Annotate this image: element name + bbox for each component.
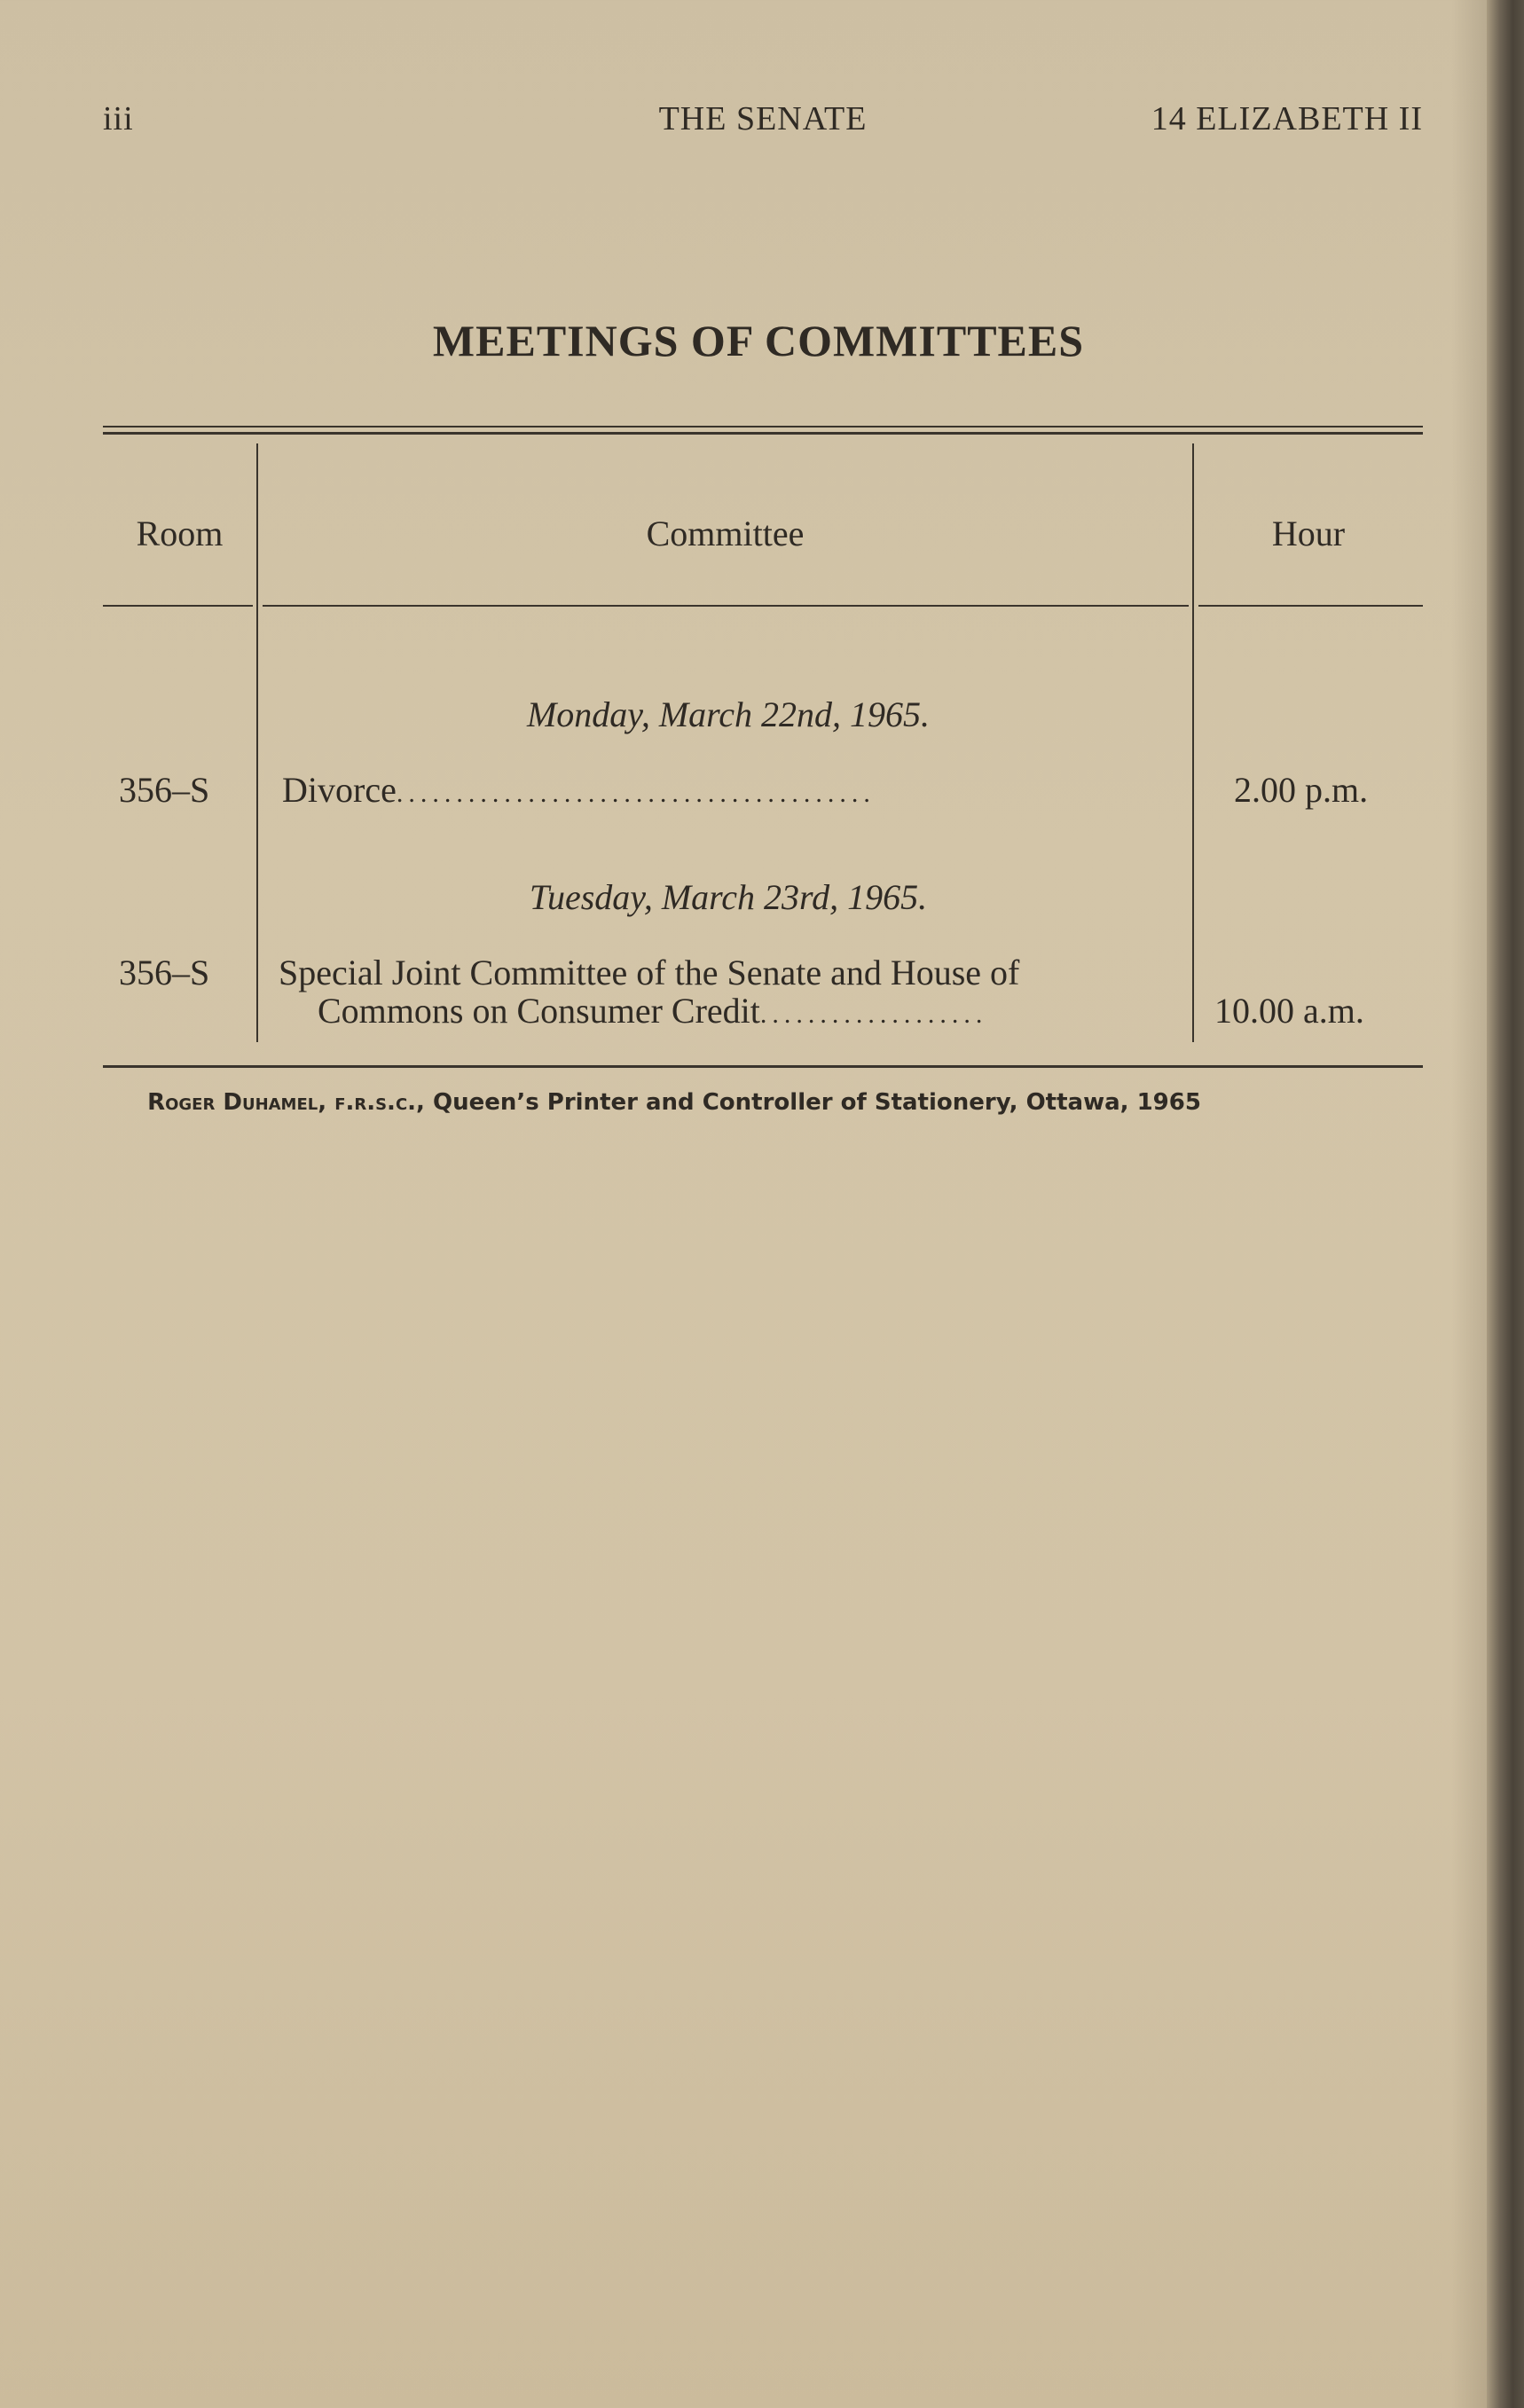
hour-cell: 10.00 a.m. — [1214, 991, 1364, 1031]
page-title — [0, 315, 1524, 366]
column-header-committee: Committee — [646, 514, 805, 553]
printer-credentials: f.r.s.c., — [334, 1089, 425, 1116]
column-header-room: Room — [136, 514, 224, 553]
committee-cell-line2 — [318, 990, 987, 1031]
page-title-text: MEETINGS OF COMMITTEES — [432, 316, 1085, 365]
header-rule-committee — [263, 605, 1189, 607]
meeting-date: Monday, March 22nd, 1965. — [526, 694, 931, 734]
table-top-rule — [103, 426, 1423, 427]
header-rule-hour — [1198, 605, 1423, 607]
running-head — [103, 99, 1423, 144]
committee-cell-line1: Special Joint Committee of the Senate and House of — [279, 953, 1020, 992]
room-cell: 356–S — [119, 770, 210, 810]
column-header-hour: Hour — [1271, 514, 1346, 553]
committee-name: Divorce — [282, 770, 397, 810]
header-rule-room — [103, 605, 253, 607]
page-number: iii — [103, 100, 134, 137]
hour-cell: 2.00 p.m. — [1234, 770, 1369, 810]
committee-name-continued: Commons on Consumer Credit — [318, 991, 760, 1031]
meeting-date: Tuesday, March 23rd, 1965. — [529, 877, 928, 917]
running-head-regnal-year: 14 ELIZABETH II — [1151, 100, 1423, 137]
printer-name: Roger Duhamel, — [147, 1089, 327, 1116]
printer-title: Queen’s Printer and Controller of Stationery, Ottawa, 1965 — [432, 1089, 1201, 1116]
table-top-rule-2 — [103, 432, 1423, 435]
room-cell: 356–S — [119, 953, 210, 992]
running-head-title: THE SENATE — [658, 100, 868, 137]
dot-leader: ........................................ — [396, 779, 876, 808]
committee-table — [103, 426, 1423, 1064]
printer-imprint — [103, 1089, 1423, 1116]
table-bottom-rule — [103, 1065, 1423, 1068]
committee-cell — [282, 769, 876, 811]
dot-leader: ................... — [759, 1000, 988, 1029]
